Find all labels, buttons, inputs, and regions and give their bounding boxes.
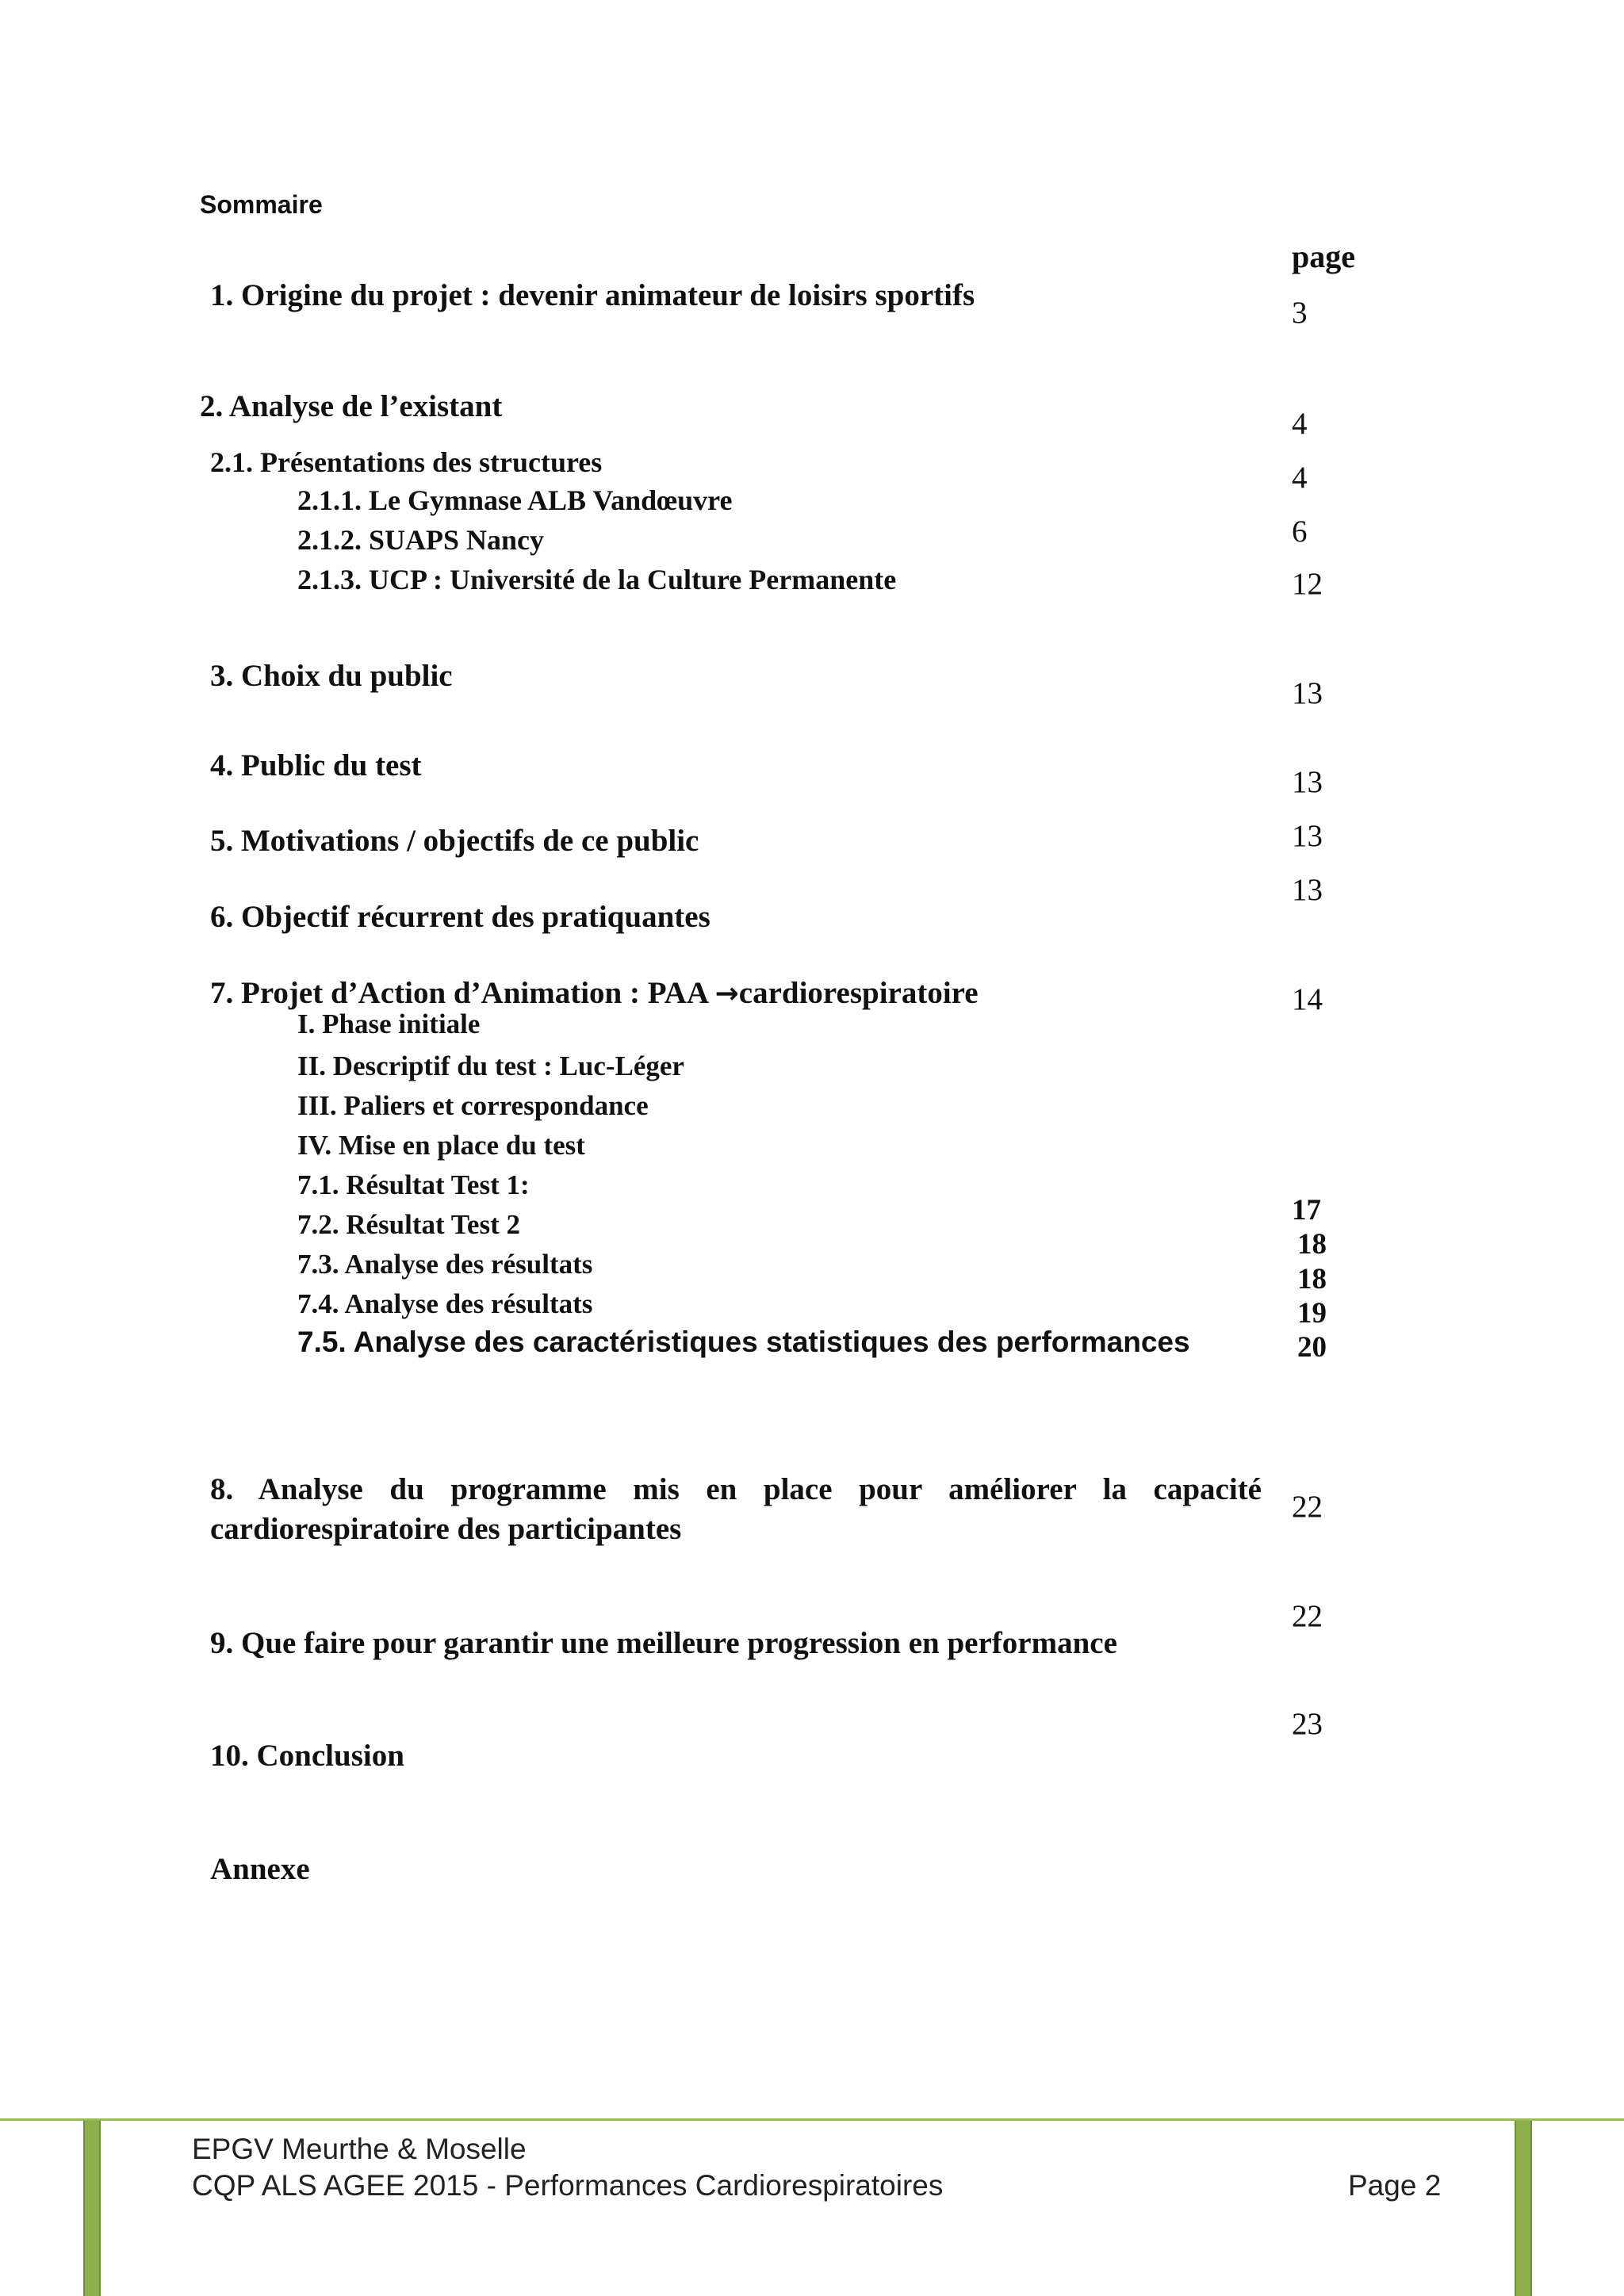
toc-entry-5[interactable]: 5. Motivations / objectifs de ce public [210,824,699,858]
toc-entry-7-2[interactable]: 7.2. Résultat Test 2 [297,1209,520,1240]
toc-entry-6[interactable]: 6. Objectif récurrent des pratiquantes [210,900,710,934]
toc-page-2-1: 4 [1292,461,1308,495]
toc-entry-10[interactable]: 10. Conclusion [210,1739,404,1773]
toc-entry-7-title: 7. Projet d’Action d’Animation : PAA [210,976,707,1010]
toc-page-8: 22 [1292,1490,1323,1524]
toc-page-7-3: 18 [1297,1263,1327,1295]
toc-entry-7-suffix: cardiorespiratoire [738,976,979,1010]
toc-page-7-1: 17 [1292,1194,1321,1226]
toc-page-2: 4 [1292,407,1308,441]
toc-entry-7-iii[interactable]: III. Paliers et correspondance [297,1090,649,1121]
toc-entry-7-ii[interactable]: II. Descriptif du test : Luc-Léger [297,1050,684,1081]
toc-entry-2[interactable]: 2. Analyse de l’existant [200,389,503,423]
toc-page-5: 13 [1292,819,1323,853]
toc-entry-2-1[interactable]: 2.1. Présentations des structures [210,446,603,478]
arrow-right-icon: → [714,978,739,1010]
toc-entry-7-5[interactable]: 7.5. Analyse des caractéristiques statistiques des performances [297,1326,1190,1358]
toc-entry-1[interactable]: 1. Origine du projet : devenir animateur de loisirs sportifs [210,278,975,312]
footer-left-bar [83,2121,101,2296]
toc-entry-7[interactable] [210,975,979,1011]
toc-page-7-5: 20 [1297,1331,1327,1364]
footer-doc-title: CQP ALS AGEE 2015 - Performances Cardiorespiratoires [192,2169,944,2202]
toc-entry-2-1-1[interactable]: 2.1.1. Le Gymnase ALB Vandœuvre [297,484,733,516]
toc-entry-2-1-2[interactable]: 2.1.2. SUAPS Nancy [297,524,545,556]
footer-right-bar [1515,2121,1532,2296]
toc-page-7: 14 [1292,982,1323,1016]
toc-page-7-4: 19 [1297,1297,1327,1330]
toc-heading: Sommaire [200,190,323,219]
toc-entry-3[interactable]: 3. Choix du public [210,659,453,693]
page-column-label: page [1292,239,1355,274]
toc-page-9: 22 [1292,1599,1323,1633]
toc-entry-7-1[interactable]: 7.1. Résultat Test 1: [297,1169,530,1200]
toc-page-2-1-1: 6 [1292,515,1308,549]
toc-entry-7-4[interactable]: 7.4. Analyse des résultats [297,1288,593,1319]
toc-page-2-1-2: 12 [1292,567,1323,601]
toc-entry-7-3[interactable]: 7.3. Analyse des résultats [297,1249,593,1280]
toc-page-7-2: 18 [1297,1228,1327,1261]
toc-entry-annexe[interactable]: Annexe [210,1852,310,1886]
footer-org: EPGV Meurthe & Moselle [192,2133,527,2165]
toc-page-4: 13 [1292,765,1323,799]
footer-rule [0,2118,1624,2121]
toc-page-1: 3 [1292,296,1308,330]
toc-page-3: 13 [1292,676,1323,710]
toc-entry-2-1-3[interactable]: 2.1.3. UCP : Université de la Culture Permanente [297,564,897,595]
toc-entry-8[interactable]: 8. Analyse du programme mis en place pour améliorer la capacité [210,1472,1262,1506]
toc-page-6: 13 [1292,873,1323,907]
toc-entry-7-iv[interactable]: IV. Mise en place du test [297,1130,585,1161]
footer-page-number: Page 2 [1348,2169,1442,2202]
toc-entry-4[interactable]: 4. Public du test [210,748,422,783]
toc-entry-8-line2[interactable]: cardiorespiratoire des participantes [210,1512,682,1546]
toc-page-10: 23 [1292,1707,1323,1741]
toc-entry-7-i[interactable]: I. Phase initiale [297,1008,481,1039]
toc-entry-9[interactable]: 9. Que faire pour garantir une meilleure progression en performance [210,1626,1117,1660]
